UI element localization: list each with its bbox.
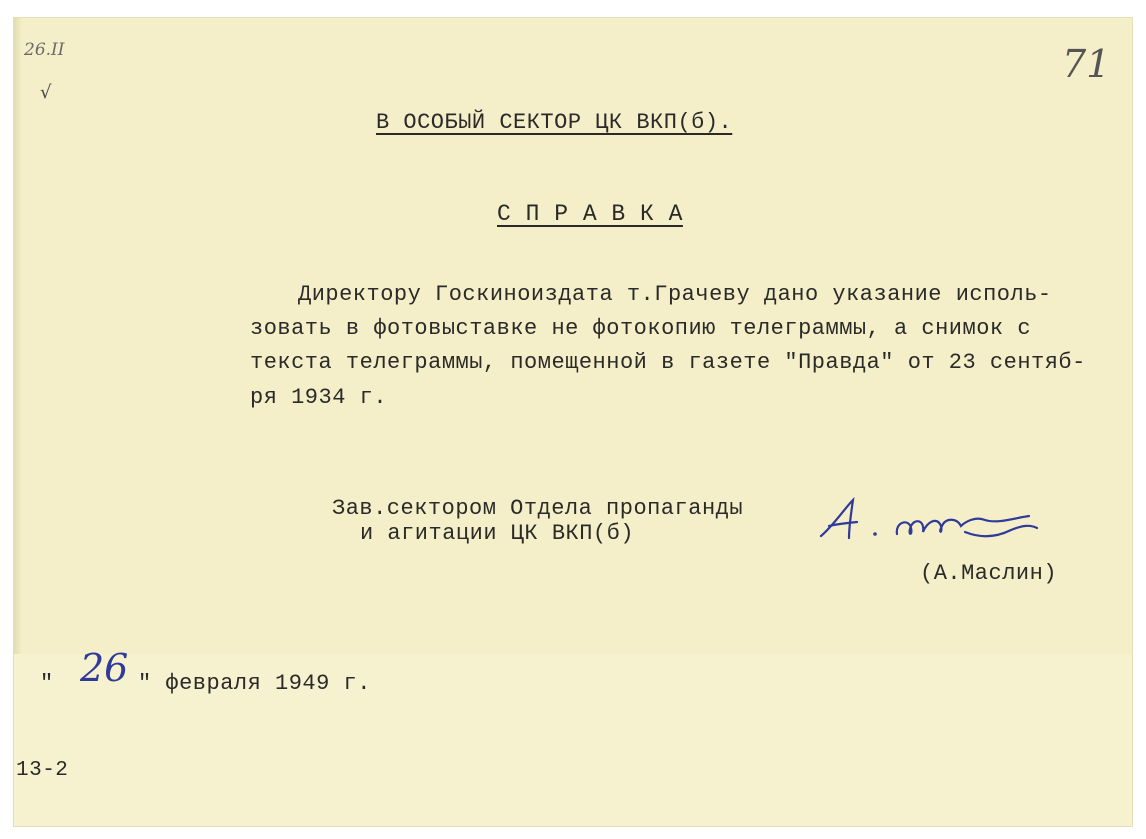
signatory-title-line2: и агитации ЦК ВКП(б)	[360, 521, 635, 546]
body-line: текста телеграммы, помещенной в газете "Правда" от 23 сентяб-	[250, 350, 1086, 375]
margin-date-note: 26.II	[24, 40, 65, 60]
document-title: С П Р А В К А	[497, 201, 683, 227]
date-day: 26	[80, 646, 129, 690]
signatory-name: (А.Маслин)	[920, 561, 1058, 586]
body-line: зовать в фотовыставке не фотокопию телеграммы, а снимок с	[250, 316, 1032, 341]
date-open-quote: "	[40, 671, 54, 696]
addressee-heading: В ОСОБЫЙ СЕКТОР ЦК ВКП(б).	[376, 110, 733, 135]
body-line: ря 1934 г.	[250, 385, 388, 410]
signatory-title-line1: Зав.сектором Отдела пропаганды	[332, 496, 744, 521]
date-rest: " февраля 1949 г.	[138, 671, 371, 696]
page-number: 71	[1062, 42, 1111, 86]
handwritten-signature	[815, 496, 1045, 566]
check-mark: √	[40, 82, 52, 103]
file-code: 13-2	[16, 759, 69, 782]
body-line: Директору Госкиноиздата т.Грачеву дано указание исполь-	[298, 282, 1052, 307]
document-sheet	[14, 18, 1132, 826]
